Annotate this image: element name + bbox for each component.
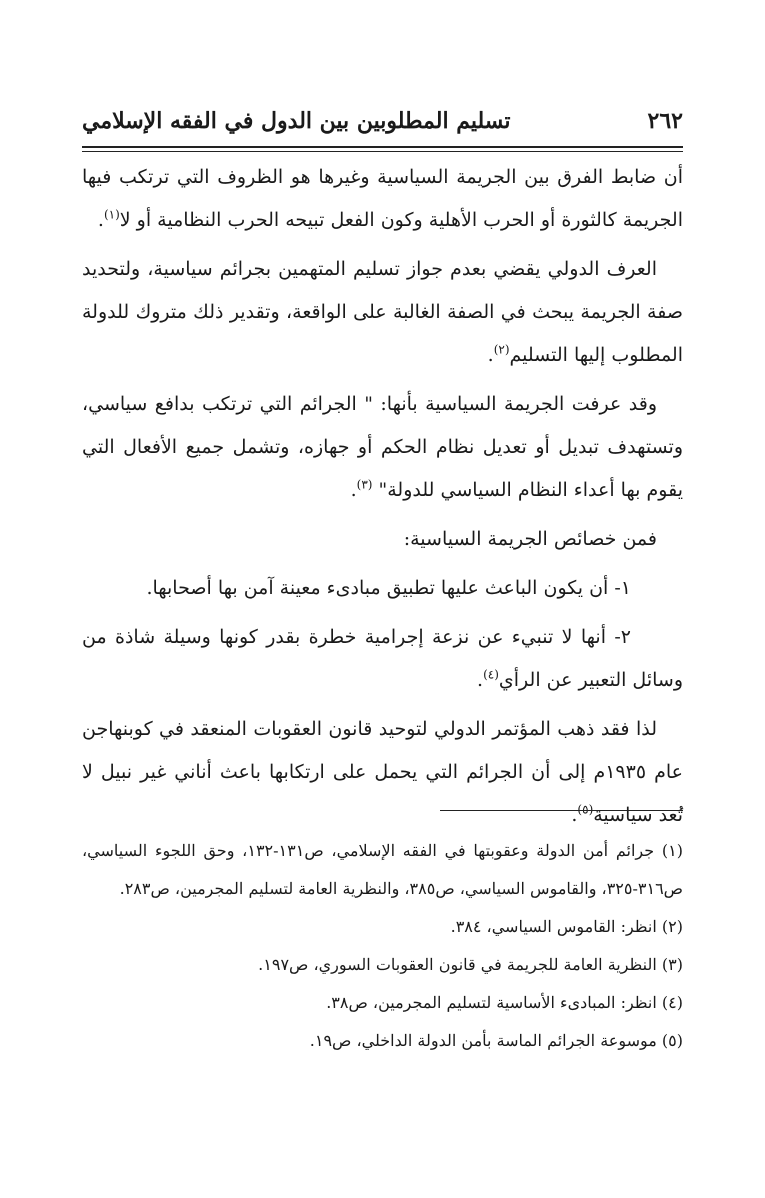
footnote: (٢) انظر: القاموس السياسي، ٣٨٤. bbox=[450, 917, 683, 936]
footnote-separator bbox=[440, 810, 683, 811]
footnote-ref: (٤) bbox=[483, 667, 499, 682]
paragraph: فمن خصائص الجريمة السياسية: bbox=[403, 528, 657, 550]
paragraph: العرف الدولي يقضي بعدم جواز تسليم المتهمين بجرائم سياسية، ولتحديد صفة الجريمة يبحث في الصفة الغالبة على الواقعة، وتقدير ذلك متروك للدولة المطلوب إليها التسليم$^{(٢)}$. bbox=[82, 258, 683, 366]
list-item: ١- أن يكون الباعث عليها تطبيق مبادىء معينة آمن بها أصحابها. bbox=[82, 567, 683, 610]
page-number: ٢٦٢ bbox=[647, 108, 683, 134]
list-number: ٢- bbox=[614, 626, 631, 648]
paragraph: وقد عرفت الجريمة السياسية بأنها: " الجرائم التي ترتكب بدافع سياسي، وتستهدف تبديل أو تعديل نظام الحكم أو جهازه، وتشمل جميع الأفعال التي يقوم بها أعداء النظام السياسي للدولة" $^{(٣)}$. bbox=[82, 393, 683, 501]
footnote-ref: (١) bbox=[103, 207, 120, 222]
header-rule bbox=[82, 146, 683, 152]
footnote-ref: (٢) bbox=[493, 342, 510, 357]
paragraph: لذا فقد ذهب المؤتمر الدولي لتوحيد قانون العقوبات المنعقد في كوبنهاجن عام ١٩٣٥م إلى أن الجرائم التي يحمل على ارتكابها باعث أناني غير نبيل لا تُعد سياسية$^{(٥)}$. bbox=[82, 718, 683, 826]
footnote: (٣) النظرية العامة للجريمة في قانون العقوبات السوري، ص١٩٧. bbox=[258, 955, 683, 974]
footnote-ref: (٣) bbox=[356, 477, 373, 492]
list-number: ١- bbox=[614, 577, 631, 599]
footnotes bbox=[82, 832, 683, 1060]
footnote: (١) جرائم أمن الدولة وعقوبتها في الفقه الإسلامي، ص١٣١-١٣٢، وحق اللجوء السياسي، ص٣١٦-٣٢٥، والقاموس السياسي، ص٣٨٥، والنظرية العامة لتسليم المجرمين، ص٢٨٣. bbox=[82, 841, 683, 898]
page-header bbox=[82, 108, 683, 148]
footnote: (٤) انظر: المبادىء الأساسية لتسليم المجرمين، ص٣٨. bbox=[326, 993, 683, 1012]
paragraph: أن ضابط الفرق بين الجريمة السياسية وغيرها هو الظروف التي ترتكب فيها الجريمة كالثورة أو الحرب الأهلية وكون الفعل تبيحه الحرب النظامية أو لا$^{(١)}$. bbox=[82, 166, 683, 231]
running-title: تسليم المطلوبين بين الدول في الفقه الإسلامي bbox=[82, 108, 511, 134]
footnote: (٥) موسوعة الجرائم الماسة بأمن الدولة الداخلي، ص١٩. bbox=[309, 1031, 683, 1050]
footnote-ref: (٥) bbox=[577, 802, 594, 817]
list-item: ٢- أنها لا تنبيء عن نزعة إجرامية خطرة بقدر كونها وسيلة شاذة من وسائل التعبير عن الرأي$^{(٤)}$. bbox=[82, 616, 683, 702]
main-text bbox=[82, 156, 683, 843]
